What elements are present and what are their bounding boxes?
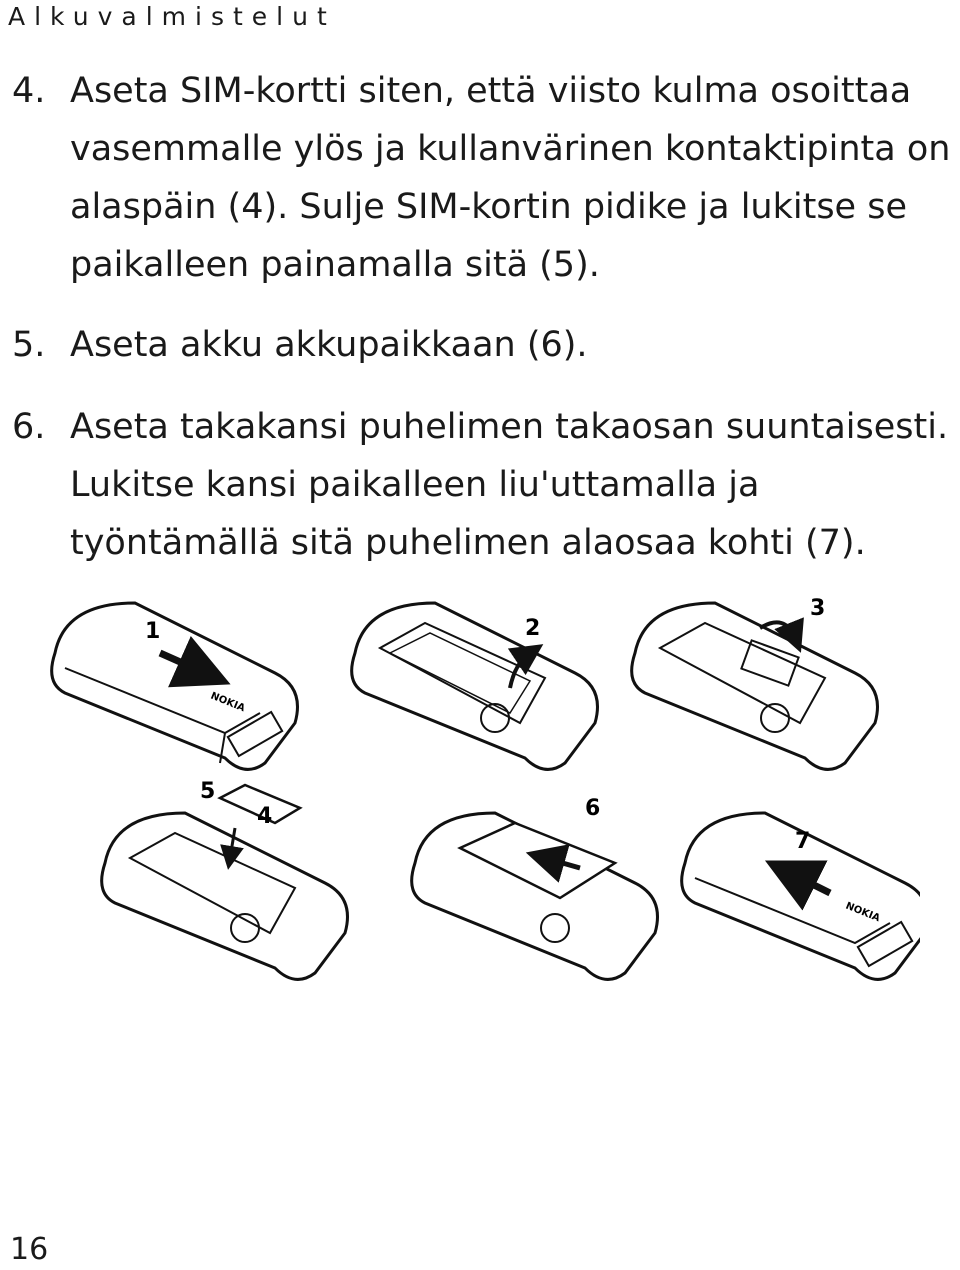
step-line: Aseta takakansi puhelimen takaosan suuntaisesti. — [70, 407, 949, 447]
brand-logo: NOKIA — [208, 690, 247, 715]
brand-logo: NOKIA — [843, 900, 882, 925]
step-label: 5 — [200, 779, 216, 804]
step-number: 4. — [12, 71, 46, 111]
step-number: 5. — [12, 325, 46, 365]
step-line: paikalleen painamalla sitä (5). — [70, 245, 600, 285]
step-line: Aseta SIM-kortti siten, että viisto kulma osoittaa — [70, 71, 912, 111]
step-line: Aseta akku akkupaikkaan (6). — [70, 325, 588, 365]
step-label: 3 — [810, 596, 826, 621]
phone-battery-removal-illustration — [352, 603, 598, 769]
step-label: 1 — [145, 619, 161, 644]
phone-battery-insert-illustration — [412, 796, 658, 979]
phone-sim-holder-illustration — [632, 596, 878, 769]
step-label: 4 — [257, 804, 273, 829]
step-label: 2 — [525, 616, 541, 641]
assembly-illustration — [40, 588, 920, 1008]
step-number: 6. — [12, 407, 46, 447]
step-6 — [12, 398, 957, 572]
step-line: alaspäin (4). Sulje SIM-kortin pidike ja lukitse se — [70, 187, 907, 227]
step-label: 6 — [585, 796, 601, 821]
phone-cover-closed-illustration — [52, 603, 298, 769]
step-line: vasemmalle ylös ja kullanvärinen kontaktipinta on — [70, 129, 951, 169]
page-number: 16 — [10, 1232, 49, 1267]
phone-sim-insert-illustration — [102, 779, 348, 979]
step-5 — [12, 316, 957, 374]
phone-cover-attach-illustration — [682, 813, 920, 979]
section-header: Alkuvalmistelut — [8, 2, 336, 31]
step-line: työntämällä sitä puhelimen alaosaa kohti (7). — [70, 523, 866, 563]
step-label: 7 — [795, 829, 811, 854]
step-4 — [12, 62, 957, 294]
step-line: Lukitse kansi paikalleen liu'uttamalla ja — [70, 465, 760, 505]
